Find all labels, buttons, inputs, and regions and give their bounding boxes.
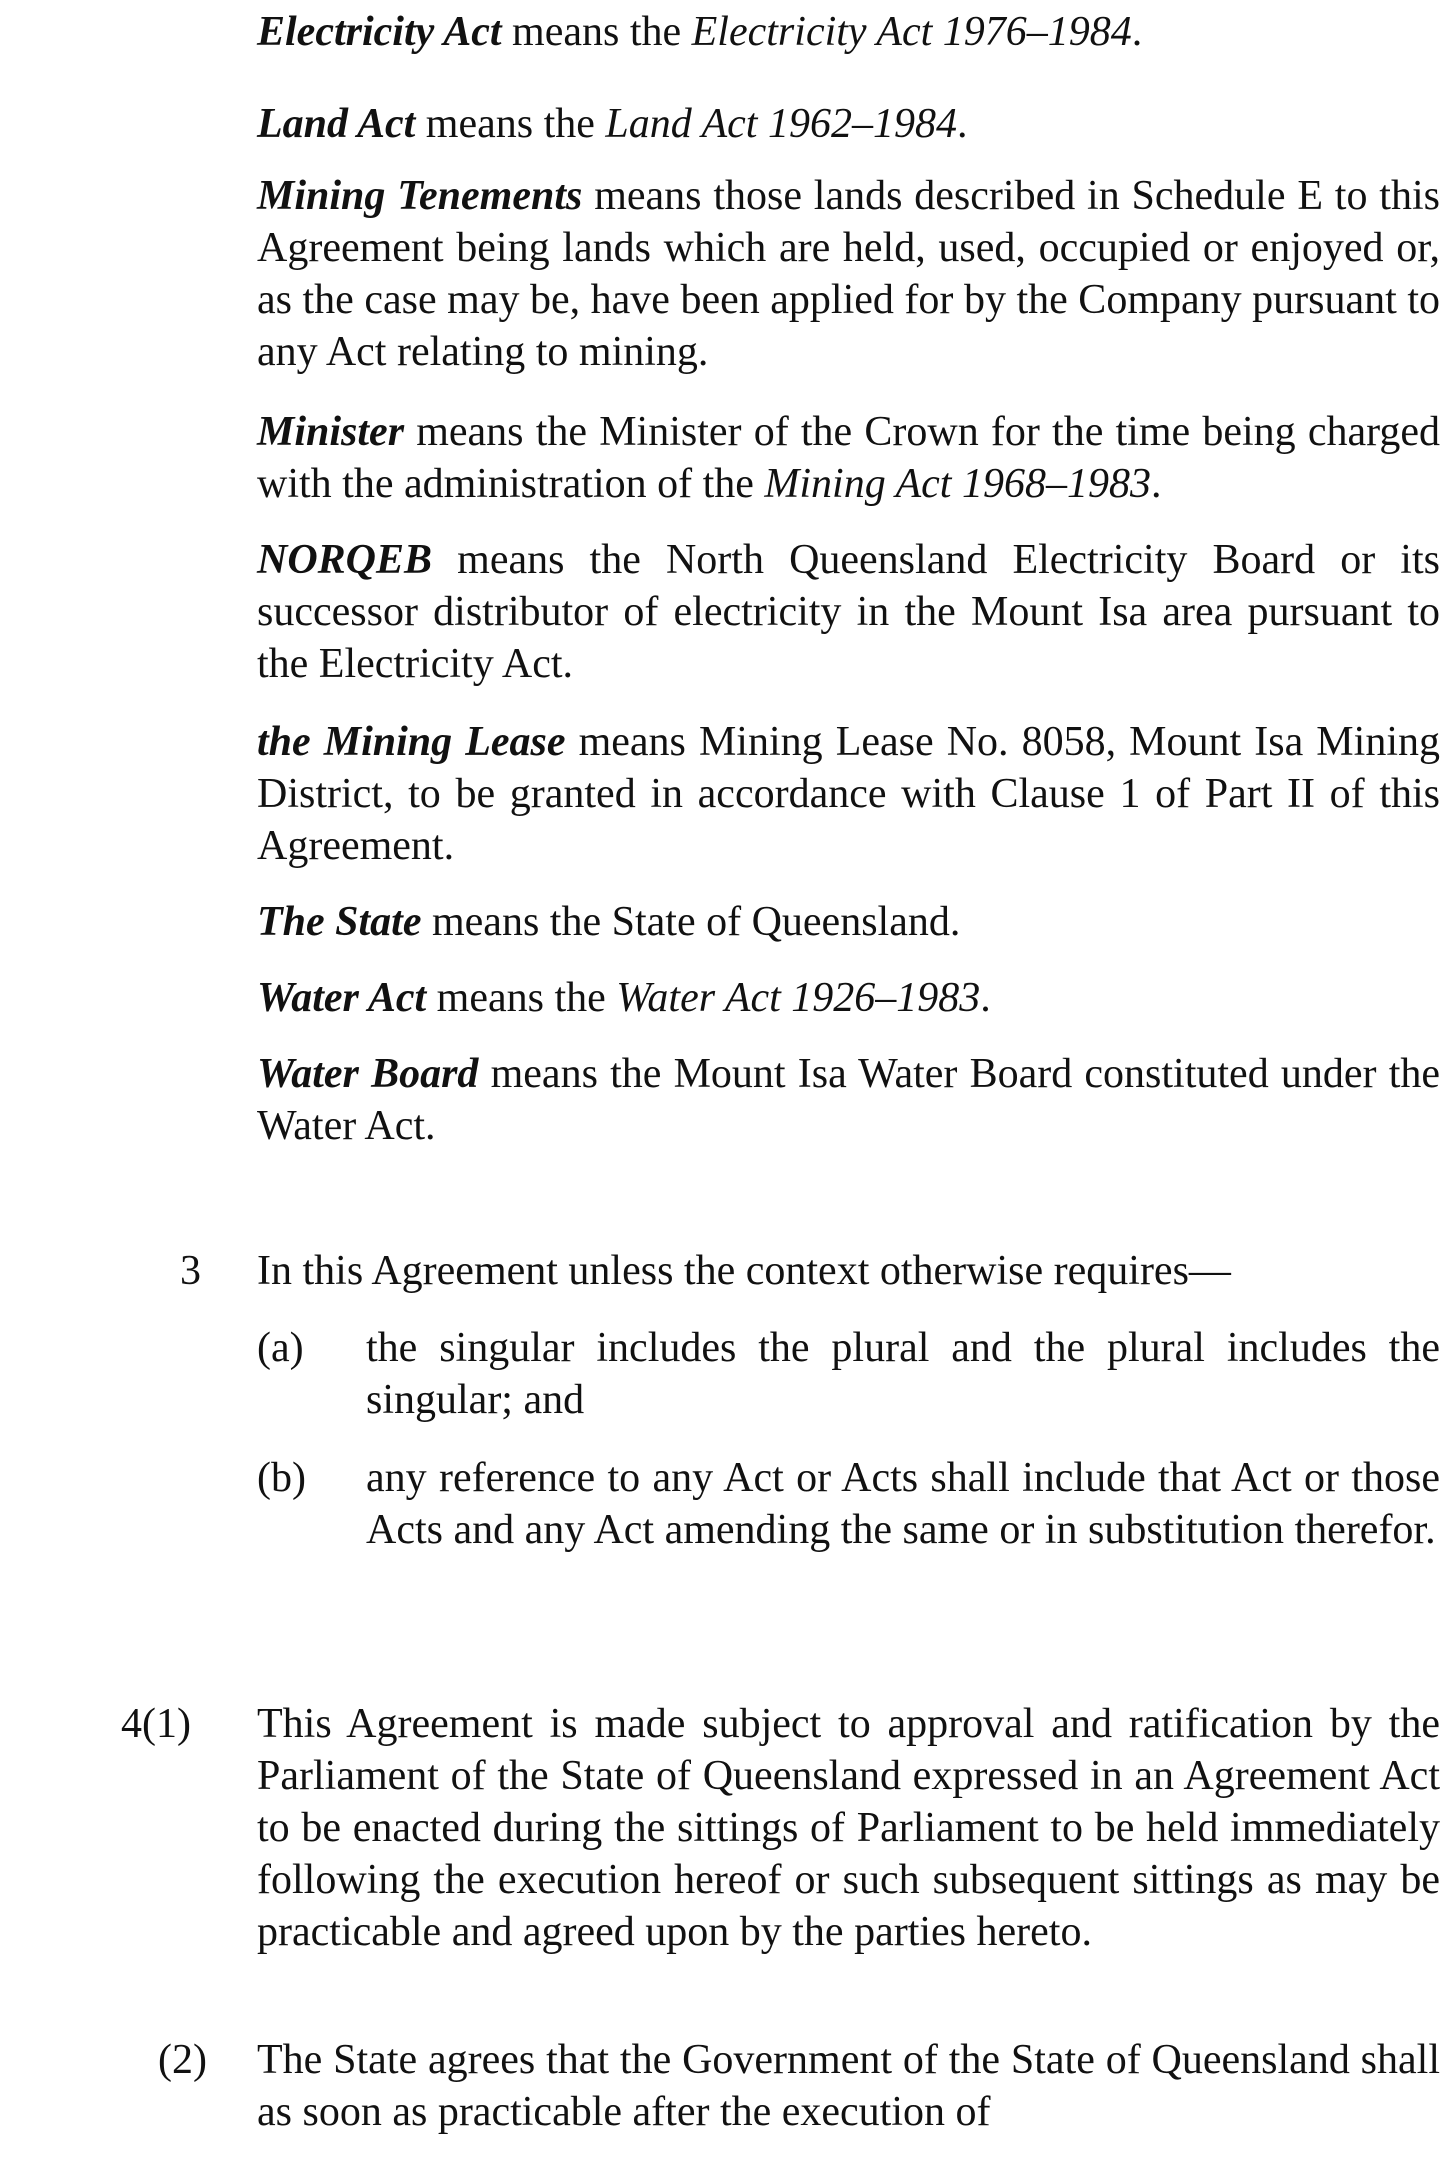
definition-text: means the North Queensland Electricity Board or its successor distributor of electricity in the Mount Isa area pursuant to the Electricity Act.	[257, 537, 1440, 687]
item-text: the singular includes the plural and the plural includes the singular; and	[366, 1325, 1440, 1423]
clause-number: 4(1)	[121, 1701, 191, 1747]
definition-text: means the Minister of the Crown for the time being charged with the administration of the	[257, 409, 1440, 507]
definition-norqeb	[257, 534, 1440, 690]
subclause-number: (2)	[158, 2037, 207, 2083]
definition-land-act	[257, 98, 1440, 150]
clause-number: 3	[180, 1248, 201, 1294]
definition-tail: .	[956, 101, 968, 147]
defined-term: the Mining Lease	[257, 719, 566, 765]
act-reference: Water Act 1926–1983	[616, 975, 981, 1021]
defined-term: NORQEB	[257, 537, 433, 583]
defined-term: The State	[257, 899, 422, 945]
definition-tail: .	[1131, 9, 1143, 55]
act-reference: Mining Act 1968–1983	[764, 461, 1151, 507]
definition-text: means the State of Queensland.	[421, 899, 961, 945]
item-label: (b)	[257, 1455, 306, 1501]
defined-term: Electricity Act	[257, 9, 502, 55]
item-text: any reference to any Act or Acts shall include that Act or those Acts and any Act amending the same or in substitution therefor.	[366, 1455, 1440, 1553]
definition-the-state	[257, 896, 1440, 948]
definition-minister	[257, 406, 1440, 510]
definition-electricity-act	[257, 6, 1440, 58]
definition-text: means the	[415, 101, 606, 147]
defined-term: Water Act	[257, 975, 427, 1021]
clause-4-text: This Agreement is made subject to approval and ratification by the Parliament of the State of Queensland expressed in an Agreement Act to be enacted during the sittings of Parliament to be held immediately following the execution hereof or such subsequent sittings as may be practicable and agreed upon by the parties hereto.	[257, 1701, 1440, 1955]
definition-text: means Mining Lease No. 8058, Mount Isa Mining District, to be granted in accordance with Clause 1 of Part II of this Agreement.	[257, 719, 1440, 869]
definition-text: means those lands described in Schedule E to this Agreement being lands which are held, used, occupied or enjoyed or, as the case may be, have been applied for by the Company pursuant to any Act relating to mining.	[257, 173, 1440, 375]
item-label: (a)	[257, 1325, 304, 1371]
definition-text: means the	[501, 9, 692, 55]
definition-mining-lease	[257, 716, 1440, 872]
definition-text: means the Mount Isa Water Board constituted under the Water Act.	[257, 1051, 1441, 1149]
definition-text: means the	[426, 975, 617, 1021]
definition-tail: .	[1150, 461, 1162, 507]
act-reference: Land Act 1962–1984	[605, 101, 957, 147]
defined-term: Water Board	[257, 1051, 479, 1097]
defined-term: Mining Tenements	[257, 173, 583, 219]
act-reference: Electricity Act 1976–1984	[691, 9, 1132, 55]
definition-mining-tenements	[257, 170, 1440, 378]
definition-water-board	[257, 1048, 1440, 1152]
clause-3-text: In this Agreement unless the context otherwise requires—	[257, 1248, 1231, 1294]
defined-term: Minister	[257, 409, 405, 455]
definition-tail: .	[980, 975, 991, 1021]
defined-term: Land Act	[257, 101, 416, 147]
subclause-2-text: The State agrees that the Government of the State of Queensland shall as soon as practicable after the execution of	[257, 2037, 1440, 2135]
definition-water-act	[257, 972, 1440, 1024]
